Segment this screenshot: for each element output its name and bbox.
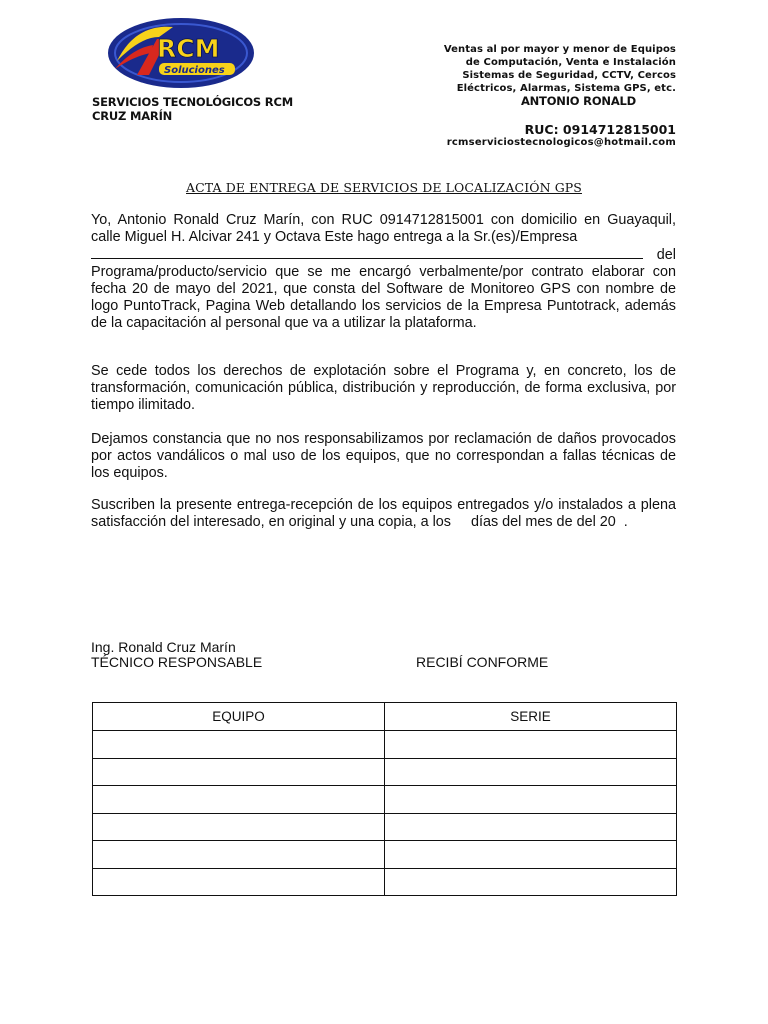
column-header-equipo: EQUIPO (93, 703, 385, 731)
table-row (93, 731, 677, 759)
signer-role: TÉCNICO RESPONSABLE (91, 654, 263, 670)
services-description (376, 43, 676, 95)
table-cell (385, 786, 677, 814)
paragraph-liability: Dejamos constancia que no nos responsabilizamos por reclamación de daños provocados por actos vandálicos o mal uso de los equipos, que no correspondan a fallas técnicas de los equipos. (91, 431, 676, 481)
table-row (93, 813, 677, 841)
logo-graphic (107, 17, 255, 89)
table-cell (385, 841, 677, 869)
services-line: Ventas al por mayor y menor de Equipos (443, 44, 676, 55)
paragraph-rights: Se cede todos los derechos de explotación sobre el Programa y, en concreto, los de transformación, comunicación pública, distribución y reproducción, de forma exclusiva, por tiempo ilimitado. (91, 363, 676, 413)
received-label: RECIBÍ CONFORME (416, 654, 549, 670)
table-row (93, 786, 677, 814)
document-title: ACTA DE ENTREGA DE SERVICIOS DE LOCALIZACIÓN GPS (186, 180, 582, 195)
table-cell (93, 868, 385, 896)
blank-suffix: del (656, 247, 676, 263)
table-cell (385, 731, 677, 759)
company-fill-line (91, 246, 676, 264)
table-header-row (93, 703, 677, 731)
table-cell (93, 841, 385, 869)
paragraph-delivery-rest: Programa/producto/servicio que se me encargó verbalmente/por contrato elaborar con fecha 20 de mayo del 2021, que consta del Software de Monitoreo GPS con nombre de logo PuntoTrack, Pagina Web detallando los servicios de la Empresa Puntotrack, además de la capacitación al personal que va a utilizar la plataforma. (91, 264, 676, 331)
paragraph-signing: Suscriben la presente entrega-recepción de los equipos entregados y/o instalados a plena satisfacción del interesado, en original y una copia, a los días del mes de del 20 . (91, 497, 680, 530)
table-cell (385, 868, 677, 896)
table-row (93, 868, 677, 896)
table-row (93, 758, 677, 786)
rcm-logo (107, 17, 255, 89)
table-cell (385, 813, 677, 841)
services-line: Eléctricos, Alarmas, Sistema GPS, etc. (456, 83, 676, 94)
contact-email: rcmserviciostecnologicos@hotmail.com (446, 137, 676, 148)
company-blank (91, 246, 643, 259)
equipment-table (92, 702, 677, 896)
logo-main-text: RCM (157, 34, 220, 63)
owner-name: ANTONIO RONALD (520, 94, 636, 108)
company-name (92, 95, 293, 123)
services-line: Sistemas de Seguridad, CCTV, Cercos (462, 70, 676, 81)
paragraph-delivery (91, 212, 676, 332)
column-header-serie: SERIE (385, 703, 677, 731)
table-row (93, 841, 677, 869)
logo-sub-text: Soluciones (164, 65, 225, 76)
table-cell (385, 758, 677, 786)
paragraph-delivery-intro: Yo, Antonio Ronald Cruz Marín, con RUC 0914712815001 con domicilio en Guayaquil, calle Miguel H. Alcivar 241 y Octava Este hago entrega a la Sr.(es)/Empresa (91, 212, 676, 245)
signer-name: Ing. Ronald Cruz Marín (91, 639, 236, 655)
company-name-line1: SERVICIOS TECNOLÓGICOS RCM (92, 95, 293, 109)
ruc-number: RUC: 0914712815001 (524, 122, 676, 137)
table-cell (93, 758, 385, 786)
table-cell (93, 786, 385, 814)
table-cell (93, 813, 385, 841)
services-line: de Computación, Venta e Instalación (465, 57, 676, 68)
table-cell (93, 731, 385, 759)
company-name-line2: CRUZ MARÍN (92, 109, 173, 123)
